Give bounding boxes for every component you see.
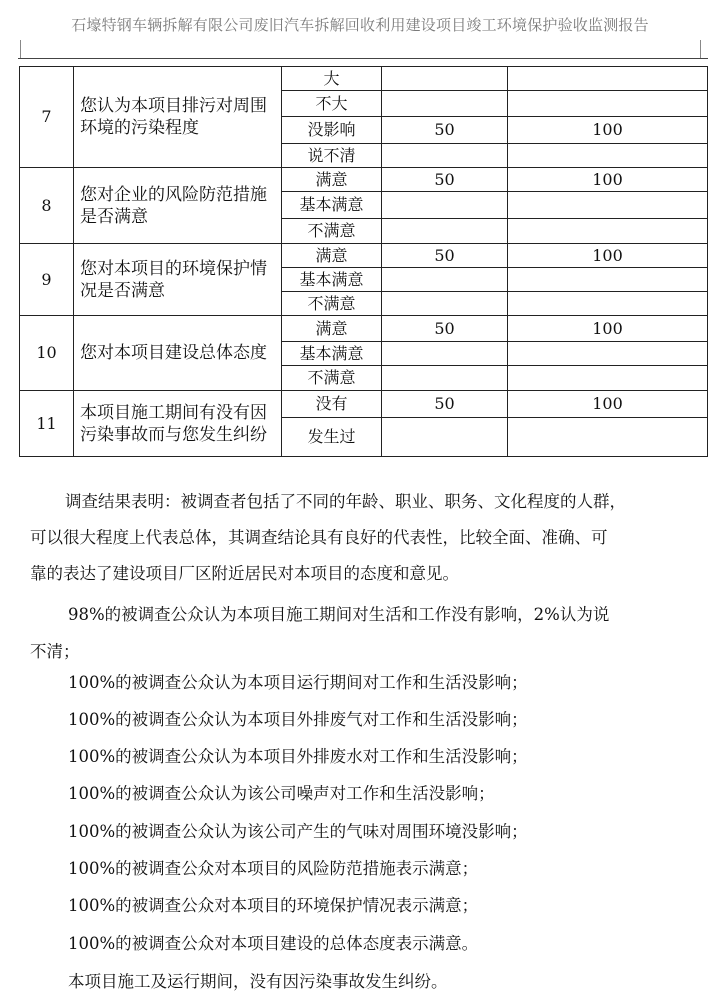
result-line: 100%的被调查公众认为该公司产生的气味对周围环境没影响； <box>68 822 528 841</box>
option-label: 基本满意 <box>282 268 382 292</box>
question-text: 您认为本项目排污对周围环境的污染程度 <box>74 67 282 168</box>
option-label: 没有 <box>282 391 382 418</box>
result-line: 100%的被调查公众认为本项目运行期间对工作和生活没影响； <box>68 673 528 692</box>
response-count <box>382 67 508 91</box>
margin-mark-right <box>700 40 707 58</box>
response-count <box>382 342 508 366</box>
response-count: 50 <box>382 244 508 268</box>
response-percent: 100 <box>508 168 708 192</box>
response-count <box>382 418 508 457</box>
result-line: 100%的被调查公众认为本项目外排废气对工作和生活没影响； <box>68 710 528 729</box>
result-line: 100%的被调查公众对本项目的环境保护情况表示满意； <box>68 896 479 915</box>
response-count <box>382 144 508 168</box>
report-header-title: 石壕特钢车辆拆解有限公司废旧汽车拆解回收利用建设项目竣工环境保护验收监测报告 <box>71 16 649 34</box>
response-count <box>382 292 508 316</box>
option-label: 不大 <box>282 91 382 117</box>
option-label: 不满意 <box>282 366 382 391</box>
final-statement: 本项目施工及运行期间，没有因污染事故发生纠纷。 <box>68 972 448 991</box>
result-line: 100%的被调查公众认为该公司噪声对工作和生活没影响； <box>68 784 495 803</box>
question-text: 您对企业的风险防范措施是否满意 <box>74 168 282 244</box>
response-percent <box>508 67 708 91</box>
question-number: 11 <box>20 391 74 457</box>
response-percent <box>508 292 708 316</box>
question-number: 8 <box>20 168 74 244</box>
construction-line-1: 98%的被调查公众认为本项目施工期间对生活和工作没有影响，2%认为说 <box>68 605 610 624</box>
survey-row <box>20 244 708 268</box>
response-percent <box>508 91 708 117</box>
response-percent: 100 <box>508 316 708 342</box>
construction-line-2: 不清； <box>30 642 80 661</box>
response-percent <box>508 342 708 366</box>
response-percent <box>508 144 708 168</box>
option-label: 说不清 <box>282 144 382 168</box>
option-label: 发生过 <box>282 418 382 457</box>
response-count: 50 <box>382 316 508 342</box>
summary-line-1: 调查结果表明：被调查者包括了不同的年龄、职业、职务、文化程度的人群， <box>65 492 626 511</box>
response-count: 50 <box>382 168 508 192</box>
response-percent <box>508 366 708 391</box>
response-count: 50 <box>382 391 508 418</box>
question-text: 您对本项目建设总体态度 <box>74 316 282 391</box>
result-line: 100%的被调查公众对本项目建设的总体态度表示满意。 <box>68 934 479 953</box>
header-rule <box>18 58 708 59</box>
response-count <box>382 91 508 117</box>
survey-row <box>20 168 708 192</box>
question-text: 您对本项目的环境保护情况是否满意 <box>74 244 282 316</box>
response-percent <box>508 418 708 457</box>
result-line: 100%的被调查公众对本项目的风险防范措施表示满意； <box>68 859 479 878</box>
survey-row <box>20 391 708 418</box>
response-percent: 100 <box>508 117 708 144</box>
response-percent <box>508 268 708 292</box>
construction-paragraph <box>30 596 700 670</box>
option-label: 基本满意 <box>282 342 382 366</box>
survey-table <box>19 66 708 457</box>
response-percent <box>508 219 708 244</box>
survey-table-body <box>20 67 708 457</box>
response-percent: 100 <box>508 391 708 418</box>
summary-paragraph <box>30 484 700 592</box>
response-percent: 100 <box>508 244 708 268</box>
survey-row <box>20 316 708 342</box>
option-label: 满意 <box>282 168 382 192</box>
option-label: 不满意 <box>282 219 382 244</box>
response-percent <box>508 192 708 219</box>
response-count: 50 <box>382 117 508 144</box>
response-count <box>382 219 508 244</box>
result-line: 100%的被调查公众认为本项目外排废水对工作和生活没影响； <box>68 747 528 766</box>
summary-line-3: 靠的表达了建设项目厂区附近居民对本项目的态度和意见。 <box>30 564 459 583</box>
option-label: 没影响 <box>282 117 382 144</box>
option-label: 大 <box>282 67 382 91</box>
margin-mark-left <box>14 40 21 58</box>
question-text: 本项目施工期间有没有因污染事故而与您发生纠纷 <box>74 391 282 457</box>
response-count <box>382 268 508 292</box>
option-label: 不满意 <box>282 292 382 316</box>
response-count <box>382 192 508 219</box>
question-number: 7 <box>20 67 74 168</box>
response-count <box>382 366 508 391</box>
survey-row <box>20 67 708 91</box>
question-number: 10 <box>20 316 74 391</box>
option-label: 满意 <box>282 244 382 268</box>
summary-line-2: 可以很大程度上代表总体，其调查结论具有良好的代表性，比较全面、准确、可 <box>30 528 608 547</box>
option-label: 基本满意 <box>282 192 382 219</box>
option-label: 满意 <box>282 316 382 342</box>
question-number: 9 <box>20 244 74 316</box>
